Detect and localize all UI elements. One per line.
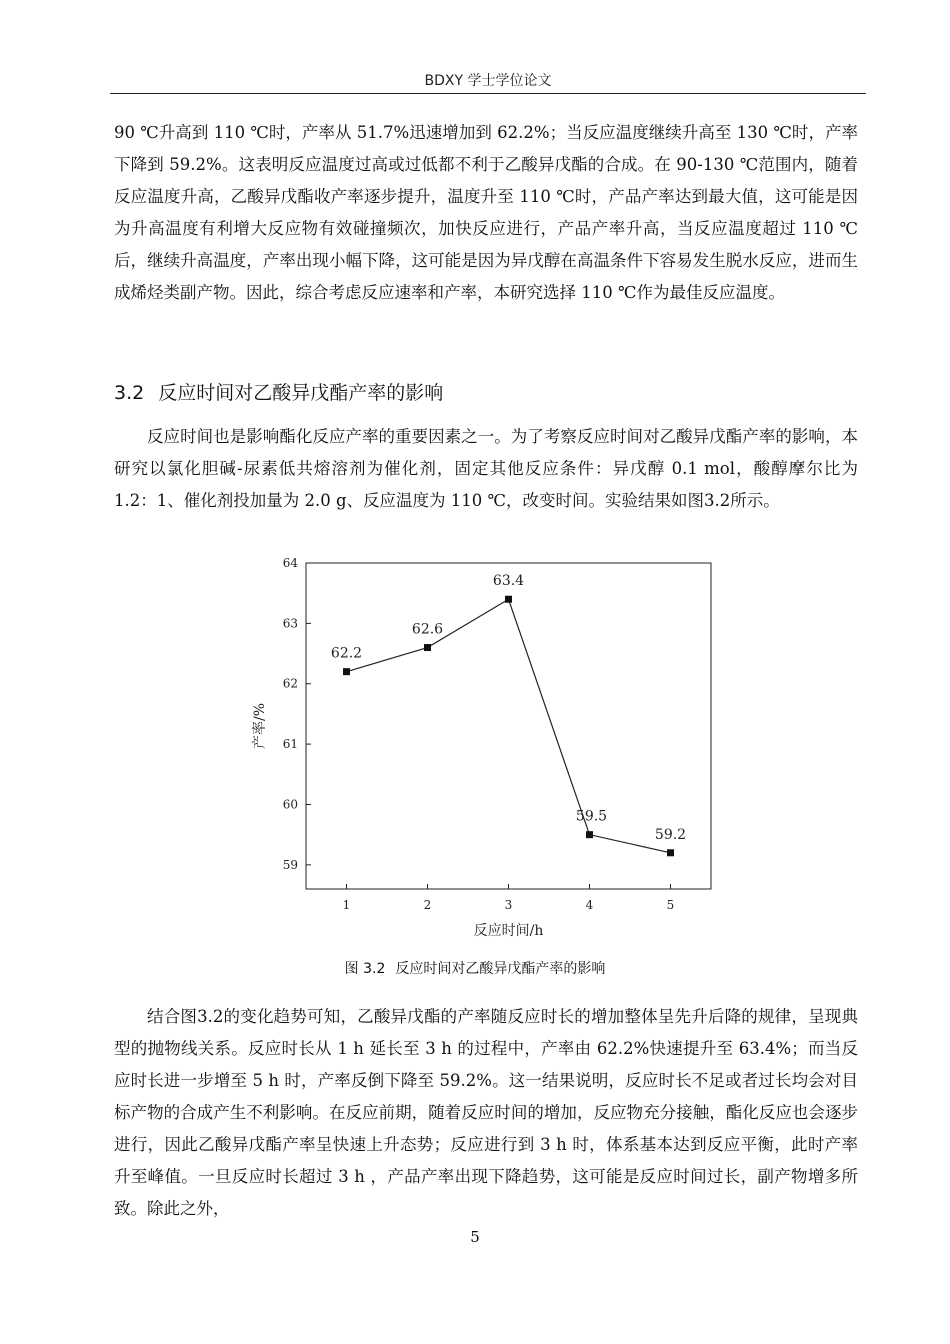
- data-point-marker: [424, 644, 431, 651]
- section-title: 反应时间对乙酸异戊酯产率的影响: [158, 382, 444, 404]
- body-paragraph-1: 90 ℃升高到 110 ℃时，产率从 51.7%迅速增加到 62.2%；当反应温度继续升高至 130 ℃时，产率下降到 59.2%。这表明反应温度过高或过低都不利于乙酸异戊酯的合成。在 90-130 ℃范围内，随着反应温度升高，乙酸异戊酯收产率逐步提升，温度升至 110 ℃时，产品产率达到最大值，这可能是因为升高温度有利增大反应物有效碰撞频次，加快反应进行，产品产率升高，当反应温度超过 110 ℃后，继续升高温度，产率出现小幅下降，这可能是因为异戊醇在高温条件下容易发生脱水反应，进而生成烯烃类副产物。因此，综合考虑反应速率和产率，本研究选择 110 ℃作为最佳反应温度。: [114, 123, 858, 302]
- y-axis-label: 产率/%: [252, 702, 268, 750]
- body-paragraph-2: 反应时间也是影响酯化反应产率的重要因素之一。为了考察反应时间对乙酸异戊酯产率的影响，本研究以氯化胆碱-尿素低共熔溶剂为催化剂，固定其他反应条件：异戊醇 0.1 mol，酸醇摩尔比为 1.2：1、催化剂投加量为 2.0 g、反应温度为 110 ℃，改变时间。实验结果如图3.2所示。: [114, 427, 858, 510]
- data-point-marker: [586, 831, 593, 838]
- y-tick-label: 63: [282, 616, 298, 631]
- x-tick-label: 4: [585, 898, 594, 912]
- series-line: [347, 599, 671, 853]
- y-tick-label: 60: [282, 797, 298, 812]
- y-tick-label: 64: [282, 556, 298, 570]
- figure-caption: [0, 958, 950, 978]
- page-number: 5: [470, 1228, 480, 1246]
- x-tick-label: 5: [666, 898, 675, 912]
- x-tick-label: 3: [504, 898, 513, 912]
- y-tick-label: 61: [282, 737, 298, 752]
- y-tick-label: 62: [282, 676, 298, 691]
- x-tick-label: 1: [342, 898, 351, 912]
- data-label: 63.4: [492, 573, 525, 590]
- section-number: 3.2: [114, 382, 145, 404]
- plot-frame: [306, 563, 711, 889]
- running-header: BDXY 学士学位论文: [424, 73, 552, 89]
- data-point-marker: [505, 596, 512, 603]
- header-rule: [110, 93, 866, 94]
- x-axis-label: 反应时间/h: [473, 923, 544, 939]
- yield-vs-time-chart: [240, 550, 720, 950]
- section-heading: [114, 378, 443, 405]
- data-label: 59.5: [575, 808, 608, 825]
- x-tick-label: 2: [423, 898, 432, 912]
- figure-caption-text: 反应时间对乙酸异戊酯产率的影响: [395, 961, 606, 977]
- figure-number: 图 3.2: [344, 961, 386, 977]
- body-paragraph-3: 结合图3.2的变化趋势可知，乙酸异戊酯的产率随反应时长的增加整体呈先升后降的规律，呈现典型的抛物线关系。反应时长从 1 h 延长至 3 h 的过程中，产率由 62.2%快速提升至 63.4%；而当反应时长进一步增至 5 h 时，产率反倒下降至 59.2%。这一结果说明，反应时长不足或者过长均会对目标产物的合成产生不利影响。在反应前期，随着反应时间的增加，反应物充分接触，酯化反应也会逐步进行，因此乙酸异戊酯产率呈快速上升态势；反应进行到 3 h 时，体系基本达到反应平衡，此时产率升至峰值。一旦反应时长超过 3 h ，产品产率出现下降趋势，这可能是反应时间过长，副产物增多所致。除此之外，: [114, 1007, 858, 1218]
- data-point-marker: [343, 668, 350, 675]
- data-label: 62.2: [330, 645, 363, 662]
- data-point-marker: [667, 849, 674, 856]
- data-label: 62.6: [411, 621, 444, 638]
- y-tick-label: 59: [282, 857, 298, 872]
- data-label: 59.2: [654, 826, 687, 843]
